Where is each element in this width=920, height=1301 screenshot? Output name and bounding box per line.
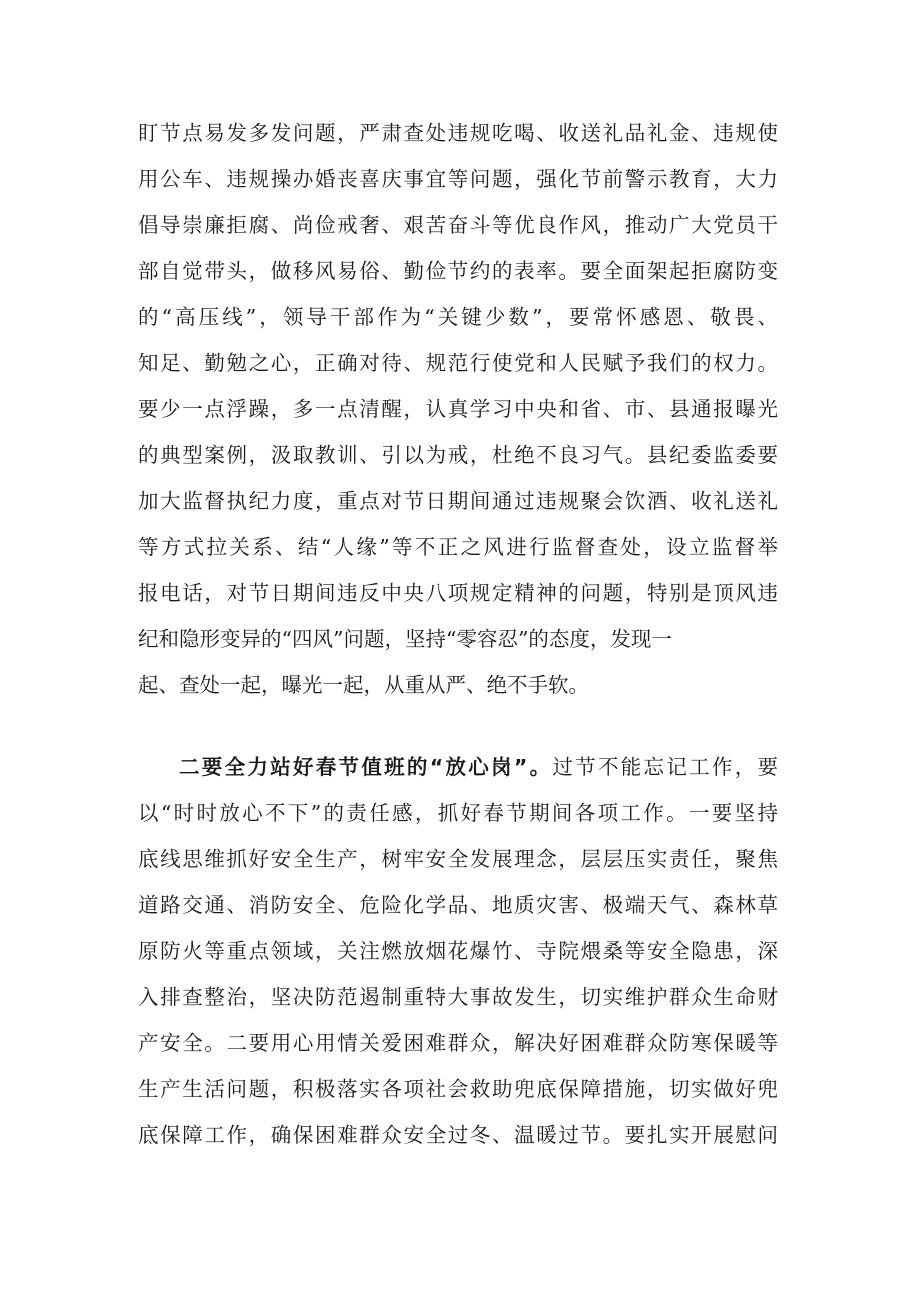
text-line: 的“高压线”，领导干部作为“关键少数”，要常怀感恩、敬畏、: [138, 305, 778, 329]
paragraph-first-line: [138, 744, 778, 790]
text-line: 加大监督执纪力度，重点对节日期间通过违规聚会饮酒、收礼送礼: [138, 489, 778, 513]
text-run: 过节不能忘记工作，要: [552, 755, 779, 779]
text-line: 入排查整治，坚决防范遏制重特大事故发生，切实维护群众生命财: [138, 985, 778, 1009]
text-line: 盯节点易发多发问题，严肃查处违规吃喝、收送礼品礼金、违规使: [138, 121, 778, 145]
text-line: 要少一点浮躁，多一点清醒，认真学习中央和省、市、县通报曝光: [138, 397, 778, 421]
text-line: 纪和隐形变异的“四风”问题，坚持“零容忍”的态度，发现一: [138, 627, 672, 651]
text-line: 起、查处一起，曝光一起，从重从严、绝不手软。: [138, 673, 589, 697]
text-line: 知足、勤勉之心，正确对待、规范行使党和人民赋予我们的权力。: [138, 351, 778, 375]
paragraph-1: [138, 110, 778, 708]
text-line: 原防火等重点领域，关注燃放烟花爆竹、寺院煨桑等安全隐患，深: [138, 939, 778, 963]
text-line: 底保障工作，确保困难群众安全过冬、温暖过节。要扎实开展慰问: [138, 1123, 778, 1147]
paragraph-2: [138, 744, 778, 1158]
text-line: 以“时时放心不下”的责任感，抓好春节期间各项工作。一要坚持: [138, 801, 778, 825]
text-line: 部自觉带头，做移风易俗、勤俭节约的表率。要全面架起拒腐防变: [138, 259, 778, 283]
text-line: 倡导崇廉拒腐、尚俭戒奢、艰苦奋斗等优良作风，推动广大党员干: [138, 213, 778, 237]
text-line: 等方式拉关系、结“人缘”等不正之风进行监督查处，设立监督举: [138, 535, 778, 559]
text-line: 底线思维抓好安全生产，树牢安全发展理念，层层压实责任，聚焦: [138, 847, 778, 871]
text-line: 报电话，对节日期间违反中央八项规定精神的问题，特别是顶风违: [138, 581, 778, 605]
text-line: 产安全。二要用心用情关爱困难群众，解决好困难群众防寒保暖等: [138, 1031, 778, 1055]
section-heading: 二要全力站好春节值班的“放心岗”。: [179, 755, 553, 779]
text-line: 生产生活问题，积极落实各项社会救助兜底保障措施，切实做好兜: [138, 1077, 778, 1101]
text-line: 用公车、违规操办婚丧喜庆事宜等问题，强化节前警示教育，大力: [138, 167, 778, 191]
text-line: 的典型案例，汲取教训、引以为戒，杜绝不良习气。县纪委监委要: [138, 443, 778, 467]
text-line: 道路交通、消防安全、危险化学品、地质灾害、极端天气、森林草: [138, 893, 778, 917]
